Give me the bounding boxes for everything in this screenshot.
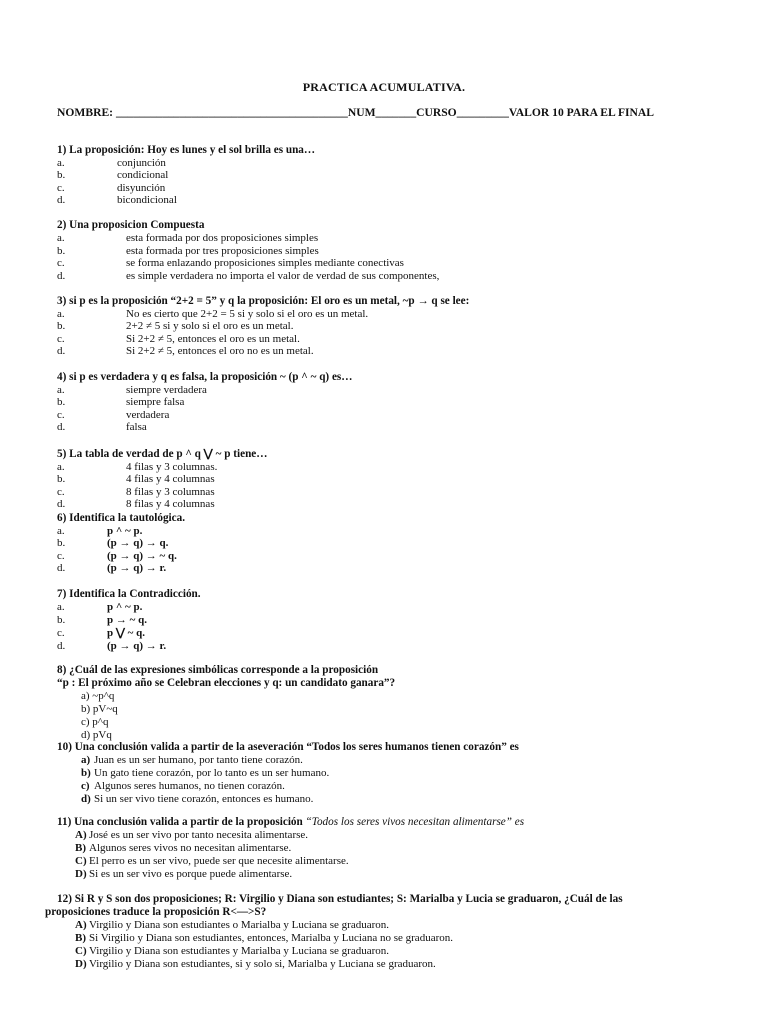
q5-stem: 5) La tabla de verdad de p ^ q ⋁ ~ p tiene… — [57, 448, 268, 460]
q4-option-a: siempre verdadera — [126, 384, 207, 396]
q2-stem: 2) Una proposicion Compuesta — [57, 219, 205, 231]
q12-letter-b: B) — [75, 932, 86, 944]
q7-option-b: p → ~ q. — [107, 614, 147, 626]
q7-option-d: (p → q) → r. — [107, 640, 167, 652]
q1-letter-c: c. — [57, 182, 65, 194]
q7-letter-d: d. — [57, 640, 66, 652]
q7-option-a: p ^ ~ p. — [107, 601, 143, 613]
q1-letter-b: b. — [57, 169, 66, 181]
q10-letter-b: b) — [81, 767, 91, 779]
q3-option-b: 2+2 ≠ 5 si y solo si el oro es un metal. — [126, 320, 294, 332]
q11-option-c: El perro es un ser vivo, puede ser que necesite alimentarse. — [89, 855, 349, 867]
q1-option-d: bicondicional — [117, 194, 177, 206]
q6-stem: 6) Identifica la tautológica. — [57, 512, 186, 524]
nombre-label: NOMBRE: — [57, 106, 114, 119]
q11-letter-c: C) — [75, 855, 87, 867]
q7-letter-c: c. — [57, 627, 65, 639]
q4-letter-a: a. — [57, 384, 65, 396]
q3-option-a: No es cierto que 2+2 = 5 si y solo si el oro es un metal. — [126, 308, 369, 320]
q3-stem: 3) si p es la proposición “2+2 = 5” y q la proposición: El oro es un metal, ~p → q se lee: — [57, 295, 470, 307]
q10-letter-d: d) — [81, 793, 91, 805]
q5-option-d: 8 filas y 4 columnas — [126, 498, 215, 510]
q11-letter-d: D) — [75, 868, 87, 880]
q12-stem-line2: proposiciones traduce la proposición R<—>S? — [45, 906, 267, 918]
q8-stem-line2: “p : El próximo año se Celebran elecciones y q: un candidato ganara”? — [57, 677, 396, 689]
q8-option-c: c) p^q — [81, 716, 109, 728]
q3-letter-c: c. — [57, 333, 65, 345]
num-blank: _______ — [375, 106, 417, 119]
q12-stem-line1: 12) Si R y S son dos proposiciones; R: Virgilio y Diana son estudiantes; S: Marialba y Lucia se graduaron, ¿Cuál de las — [57, 893, 623, 905]
q11-letter-b: B) — [75, 842, 86, 854]
q5-option-b: 4 filas y 4 columnas — [126, 473, 215, 485]
q10-letter-c: c) — [81, 780, 90, 792]
nombre-blank: ________________________________________ — [115, 106, 348, 119]
q8-option-a: a) ~p^q — [81, 690, 115, 702]
q11-option-a: José es un ser vivo por tanto necesita alimentarse. — [89, 829, 309, 841]
q10-stem: 10) Una conclusión valida a partir de la aseveración “Todos los seres humanos tienen corazón” es — [57, 741, 519, 753]
curso-label: CURSO — [416, 106, 457, 119]
q5-letter-a: a. — [57, 461, 65, 473]
q1-option-b: condicional — [117, 169, 169, 181]
q8-option-d: d) pVq — [81, 729, 112, 741]
q11-letter-a: A) — [75, 829, 87, 841]
q2-option-d: es simple verdadera no importa el valor de verdad de sus componentes, — [126, 270, 440, 282]
q2-letter-c: c. — [57, 257, 65, 269]
q11-stem-text: 11) Una conclusión valida a partir de la proposición — [57, 816, 306, 828]
q7-stem: 7) Identifica la Contradicción. — [57, 588, 201, 600]
q4-option-b: siempre falsa — [126, 396, 185, 408]
q12-letter-d: D) — [75, 958, 87, 970]
q11-option-d: Si es un ser vivo es porque puede alimentarse. — [89, 868, 293, 880]
q5-letter-d: d. — [57, 498, 66, 510]
q4-letter-d: d. — [57, 421, 66, 433]
q6-option-a: p ^ ~ p. — [107, 525, 143, 537]
q12-letter-c: C) — [75, 945, 87, 957]
q5-option-c: 8 filas y 3 columnas — [126, 486, 215, 498]
q2-option-c: se forma enlazando proposiciones simples mediante conectivas — [126, 257, 404, 269]
q5-letter-c: c. — [57, 486, 65, 498]
q6-option-c: (p → q) → ~ q. — [107, 550, 177, 562]
q12-option-b: Si Virgilio y Diana son estudiantes, entonces, Marialba y Luciana no se graduaron. — [89, 932, 453, 944]
q3-letter-a: a. — [57, 308, 65, 320]
q6-option-b: (p → q) → q. — [107, 537, 169, 549]
q10-option-c: Algunos seres humanos, no tienen corazón. — [94, 780, 285, 792]
q11-quote: “Todos los seres vivos necesitan alimentarse” es — [305, 816, 525, 828]
q4-option-d: falsa — [126, 421, 147, 433]
q3-letter-b: b. — [57, 320, 66, 332]
q3-option-d: Si 2+2 ≠ 5, entonces el oro no es un metal. — [126, 345, 314, 357]
q5-letter-b: b. — [57, 473, 66, 485]
q11-stem — [57, 816, 524, 829]
q11-option-b: Algunos seres vivos no necesitan alimentarse. — [89, 842, 292, 854]
q1-letter-d: d. — [57, 194, 66, 206]
curso-blank: _________ — [456, 106, 509, 119]
q7-option-c: p ⋁ ~ q. — [107, 627, 145, 639]
q5-option-a: 4 filas y 3 columnas. — [126, 461, 218, 473]
q12-option-d: Virgilio y Diana son estudiantes, si y solo si, Marialba y Luciana se graduaron. — [89, 958, 436, 970]
q6-letter-d: d. — [57, 562, 66, 574]
q10-option-b: Un gato tiene corazón, por lo tanto es un ser humano. — [94, 767, 330, 779]
q10-option-a: Juan es un ser humano, por tanto tiene corazón. — [94, 754, 303, 766]
q1-option-c: disyunción — [117, 182, 166, 194]
q12-letter-a: A) — [75, 919, 87, 931]
q6-option-d: (p → q) → r. — [107, 562, 167, 574]
q6-letter-a: a. — [57, 525, 65, 537]
q2-letter-b: b. — [57, 245, 66, 257]
page-title: PRACTICA ACUMULATIVA. — [302, 80, 466, 94]
q2-letter-d: d. — [57, 270, 66, 282]
q10-letter-a: a) — [81, 754, 91, 766]
q1-option-a: conjunción — [117, 157, 166, 169]
q1-letter-a: a. — [57, 157, 65, 169]
q12-option-a: Virgilio y Diana son estudiantes o Marialba y Luciana se graduaron. — [89, 919, 390, 931]
q4-letter-c: c. — [57, 409, 65, 421]
header-line — [57, 106, 654, 119]
q4-option-c: verdadera — [126, 409, 170, 421]
q2-option-a: esta formada por dos proposiciones simples — [126, 232, 319, 244]
q2-option-b: esta formada por tres proposiciones simples — [126, 245, 319, 257]
q12-option-c: Virgilio y Diana son estudiantes y Marialba y Luciana se graduaron. — [89, 945, 390, 957]
q6-letter-b: b. — [57, 537, 66, 549]
q8-option-b: b) pV~q — [81, 703, 118, 715]
q2-letter-a: a. — [57, 232, 65, 244]
q4-stem: 4) si p es verdadera y q es falsa, la proposición ~ (p ^ ~ q) es… — [57, 371, 353, 383]
q6-letter-c: c. — [57, 550, 65, 562]
q3-letter-d: d. — [57, 345, 66, 357]
q1-stem: 1) La proposición: Hoy es lunes y el sol brilla es una… — [57, 144, 316, 156]
valor-label: VALOR 10 PARA EL FINAL — [508, 106, 655, 119]
q8-stem-line1: 8) ¿Cuál de las expresiones simbólicas corresponde a la proposición — [57, 664, 379, 676]
q10-option-d: Si un ser vivo tiene corazón, entonces es humano. — [94, 793, 314, 805]
q3-option-c: Si 2+2 ≠ 5, entonces el oro es un metal. — [126, 333, 300, 345]
num-label: NUM — [347, 106, 376, 119]
q7-letter-b: b. — [57, 614, 66, 626]
q4-letter-b: b. — [57, 396, 66, 408]
q7-letter-a: a. — [57, 601, 65, 613]
